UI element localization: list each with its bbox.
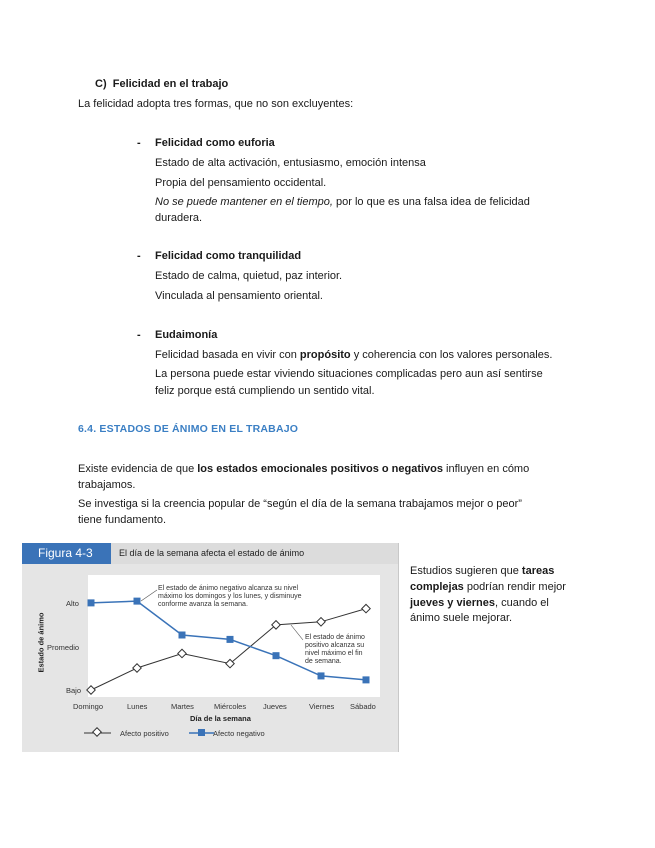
form-euforia-line: Estado de alta activación, entusiasmo, emoción intensa — [155, 157, 426, 169]
data-point-positive — [362, 604, 370, 612]
data-point-negative — [318, 672, 325, 679]
section-64-paragraph: tiene fundamento. — [78, 514, 167, 526]
figure-caption: El día de la semana afecta el estado de ánimo — [119, 548, 305, 558]
section-64-paragraph: Existe evidencia de que los estados emocionales positivos o negativos influyen en cómo — [78, 463, 530, 475]
data-point-negative — [227, 636, 234, 643]
y-tick-label: Alto — [66, 599, 79, 608]
section-64-paragraph: trabajamos. — [78, 479, 136, 491]
side-note-line: ánimo suele mejorar. — [410, 612, 513, 624]
data-point-negative — [363, 676, 370, 683]
y-tick-label: Bajo — [66, 686, 82, 695]
section-64-heading: 6.4. ESTADOS DE ÁNIMO EN EL TRABAJO — [78, 423, 299, 435]
legend-marker-diamond — [93, 728, 101, 736]
data-point-negative — [88, 599, 95, 606]
bullet-dash: - — [137, 137, 141, 149]
form-euforia-line: No se puede mantener en el tiempo, por lo que es una falsa idea de felicidad — [155, 196, 530, 208]
bullet-dash: - — [137, 329, 141, 341]
annotation-leader-lines — [141, 590, 303, 640]
x-tick-label: Domingo — [73, 702, 104, 711]
figure-tab: Figura 4-3 — [22, 543, 111, 564]
annotation-positive: El estado de ánimo positivo alcanza su nivel máximo el fin de semana. — [305, 634, 365, 665]
x-tick-label: Martes — [171, 702, 194, 711]
x-tick-label: Viernes — [309, 702, 335, 711]
data-point-negative — [179, 632, 186, 639]
y-axis-label: Estado de ánimo — [36, 612, 46, 673]
section-c-title: C) Felicidad en el trabajo — [95, 78, 229, 90]
form-euforia-line: Propia del pensamiento occidental. — [155, 177, 327, 189]
form-euforia-line: duradera. — [155, 212, 203, 224]
x-axis-label: Día de la semana — [190, 714, 251, 723]
form-euforia-title: Felicidad como euforia — [155, 137, 275, 149]
bullet-dash: - — [137, 250, 141, 262]
x-tick-label: Miércoles — [214, 702, 247, 711]
form-tranquilidad-line: Vinculada al pensamiento oriental. — [155, 290, 323, 302]
data-point-positive — [317, 618, 325, 626]
x-tick-label: Sábado — [350, 702, 376, 711]
legend-label-negative: Afecto negativo — [213, 729, 265, 738]
section-64-paragraph: Se investiga si la creencia popular de “según el día de la semana trabajamos mejor o peor” — [78, 498, 522, 510]
form-tranquilidad-line: Estado de calma, quietud, paz interior. — [155, 270, 343, 282]
form-eudaimonia-line: Felicidad basada en vivir con propósito y coherencia con los valores personales. — [155, 349, 553, 361]
form-eudaimonia-line: feliz porque está cumpliendo un sentido vital. — [155, 385, 375, 397]
form-eudaimonia-title: Eudaimonía — [155, 329, 218, 341]
x-tick-label: Jueves — [263, 702, 287, 711]
data-point-positive — [178, 649, 186, 657]
side-note-line: complejas podrían rendir mejor — [410, 581, 566, 593]
y-tick-label: Promedio — [47, 643, 80, 652]
data-point-positive — [87, 686, 95, 694]
annotation-negative: El estado de ánimo negativo alcanza su nivel máximo los domingos y los lunes, y disminuye conforme avanza la semana. — [158, 585, 302, 608]
leader-line — [291, 625, 303, 640]
data-point-positive — [133, 664, 141, 672]
x-tick-label: Lunes — [127, 702, 148, 711]
data-point-negative — [134, 598, 141, 605]
form-eudaimonia-line: La persona puede estar viviendo situaciones complicadas pero aun así sentirse — [155, 368, 543, 380]
side-note-line: jueves y viernes, cuando el — [410, 597, 549, 609]
legend-label-positive: Afecto positivo — [120, 729, 169, 738]
section-c-intro: La felicidad adopta tres formas, que no son excluyentes: — [78, 98, 354, 110]
leader-line — [141, 590, 157, 601]
data-point-negative — [273, 652, 280, 659]
side-note-line: Estudios sugieren que tareas — [410, 565, 555, 577]
form-tranquilidad-title: Felicidad como tranquilidad — [155, 250, 302, 262]
legend-marker-square — [198, 729, 205, 736]
